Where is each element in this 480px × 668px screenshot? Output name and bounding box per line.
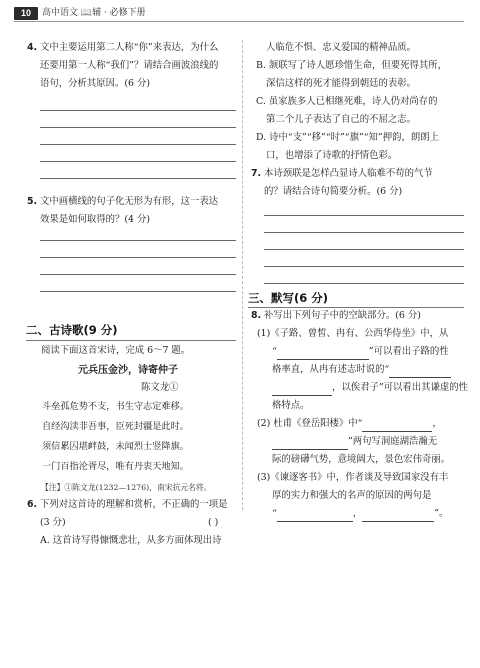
q8-item2-line3: 际的磅礴气势，意境阔大，景色宏伟奇丽。: [272, 454, 451, 465]
option-d-line2: 口，也增添了诗歌的抒情色彩。: [266, 150, 398, 161]
q6-score: (3 分): [40, 517, 66, 528]
q6-number: 6.: [27, 499, 38, 510]
q4-number: 4.: [27, 42, 38, 53]
q4-answer-line[interactable]: [40, 144, 236, 145]
fill-blank-6[interactable]: [362, 510, 434, 522]
q7-answer-line[interactable]: [264, 215, 464, 216]
q7-answer-line[interactable]: [264, 283, 464, 284]
quote-open: “: [272, 508, 277, 519]
poem-author: 陈文龙①: [141, 382, 179, 393]
fill-blank-2[interactable]: [389, 366, 451, 378]
item1-after-blank2: ，以俟君子”可以看出其谦虚的性: [332, 382, 469, 393]
q8-item3-line2: 厚的实力和强大的名声的原因的两句是: [272, 490, 432, 501]
q6-option-a: A. 这首诗写得慷慨悲壮，从多方面体现出诗: [40, 535, 222, 546]
q4-answer-line[interactable]: [40, 161, 236, 162]
q4-answer-line[interactable]: [40, 178, 236, 179]
item1-before-blank2: 格率直，从冉有述志时说的“: [272, 364, 390, 375]
poem-footnote: 【注】①陈文龙(1232—1276)，南宋抗元名将。: [41, 483, 212, 492]
option-c-line1: C. 虽家族多人已相继死难，诗人仍对尚存的: [256, 96, 438, 107]
poem-line: 斗垒孤危势不支，书生守志定难移。: [42, 401, 189, 412]
option-d-line1: D. 诗中“支”“移”“时”“旗”“知”押韵，朗朗上: [256, 132, 439, 143]
item2-before-blank: (2) 杜甫《登岳阳楼》中“: [257, 418, 363, 429]
q5-answer-line[interactable]: [40, 274, 236, 275]
q8-item2-line2: [272, 434, 437, 450]
q8-item3-line1: (3)《谏逐客书》中，作者谈及导致国家没有丰: [257, 472, 449, 483]
quote-close: ”。: [434, 508, 449, 519]
section-3-title: 三、默写(6 分): [248, 291, 329, 305]
q8-item1-line1: (1)《子路、曾皙、冉有、公西华侍坐》中，从: [257, 328, 449, 339]
poem-title: 元兵压金沙，诗寄仲子: [78, 365, 178, 376]
q4-line2: 还要用第一人称“我们”？请结合画波浪线的: [40, 60, 219, 71]
option-b-line2: 深信这样的死才能得到朝廷的表彰。: [266, 78, 417, 89]
fill-blank-1[interactable]: [277, 348, 369, 360]
item2-after-blank: ”两句写洞庭湖浩瀚无: [348, 436, 438, 447]
poem-line: 一门百指沦胥尽，唯有丹衷天地知。: [42, 461, 189, 472]
q8-item2-line1: [257, 416, 442, 432]
column-divider: [242, 40, 243, 510]
poem-intro: 阅读下面这首宋诗，完成 6～7 题。: [41, 345, 191, 356]
q5-answer-line[interactable]: [40, 240, 236, 241]
q7-line2: 的？请结合诗句简要分析。(6 分): [264, 186, 403, 197]
q5-line2: 效果是如何取得的？(4 分): [40, 214, 151, 225]
item2-comma: ，: [432, 418, 442, 429]
q7-answer-line[interactable]: [264, 266, 464, 267]
q5-answer-line[interactable]: [40, 257, 236, 258]
q4-answer-line[interactable]: [40, 127, 236, 128]
fill-blank-3[interactable]: [362, 420, 432, 432]
q4-answer-line[interactable]: [40, 110, 236, 111]
option-b-line1: B. 颔联写了诗人愿珍惜生命，但要死得其所，: [256, 60, 447, 71]
q8-item1-line4: [272, 380, 468, 396]
poem-line: 自经沟渎非吾事，臣死封疆是此时。: [42, 421, 189, 432]
section-2-rule: [26, 340, 236, 341]
q8-item1-line3: [272, 362, 451, 378]
fill-blank-4[interactable]: [272, 438, 348, 450]
fill-blank-2-cont[interactable]: [272, 384, 332, 396]
section-2-title: 二、古诗歌(9 分): [26, 323, 118, 337]
book-title: 高中语文 📖辅 · 必修下册: [42, 8, 146, 18]
option-c-line2: 第二个儿子表达了自己的不屈之志。: [266, 114, 417, 125]
q5-line1: 文中画横线的句子化无形为有形，这一表达: [40, 196, 219, 207]
fill-blank-5[interactable]: [277, 510, 353, 522]
q8-intro: 补写出下列句子中的空缺部分。(6 分): [264, 310, 421, 321]
q5-number: 5.: [27, 196, 38, 207]
header-rule: [14, 21, 464, 22]
q4-line1: 文中主要运用第二人称“你”来表达，为什么: [40, 42, 219, 53]
page-number: 10: [14, 7, 38, 20]
q8-number: 8.: [251, 310, 262, 321]
item3-comma: ，: [352, 508, 363, 519]
q4-line3: 语句，分析其原因。(6 分): [40, 78, 151, 89]
q8-item3-line3: [272, 506, 448, 522]
q7-answer-line[interactable]: [264, 232, 464, 233]
q8-item1-line5: 格特点。: [272, 400, 310, 411]
q8-item1-line2: [272, 344, 449, 360]
q7-line1: 本诗颈联是怎样凸显诗人临难不苟的气节: [264, 168, 433, 179]
page-header: [0, 0, 480, 22]
q6-answer-paren[interactable]: ( ): [208, 517, 219, 528]
poem-line: 须信累囚堪衅鼓，未闻烈士竖降旗。: [42, 441, 189, 452]
option-a-continuation: 人临危不惧、忠义爱国的精神品质。: [266, 42, 417, 53]
q7-number: 7.: [251, 168, 262, 179]
quote-open: “: [272, 346, 277, 357]
q5-answer-line[interactable]: [40, 291, 236, 292]
item1-after-blank1: ”可以看出子路的性: [368, 346, 449, 357]
q6-line1: 下列对这首诗的理解和赏析，不正确的一项是: [40, 499, 228, 510]
q7-answer-line[interactable]: [264, 249, 464, 250]
